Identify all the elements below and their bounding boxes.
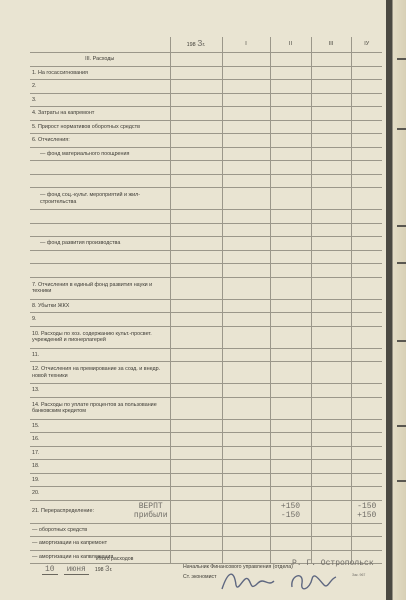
value-cell bbox=[351, 313, 382, 327]
value-cell bbox=[270, 53, 311, 67]
value-cell bbox=[222, 120, 270, 134]
expense-row bbox=[30, 397, 382, 419]
value-cell bbox=[170, 237, 222, 251]
expense-label bbox=[30, 250, 170, 264]
expense-label: 5. Прирост нормативов оборотных средств bbox=[30, 120, 170, 134]
value-cell bbox=[311, 93, 351, 107]
expense-row bbox=[30, 299, 382, 313]
value-cell bbox=[311, 299, 351, 313]
year-handwritten: 3 bbox=[197, 39, 203, 50]
value-cell bbox=[222, 277, 270, 299]
expense-label: 15. bbox=[30, 419, 170, 433]
economist-label: Ст. экономист bbox=[183, 574, 217, 580]
footer bbox=[30, 553, 382, 600]
value-cell bbox=[351, 446, 382, 460]
value-cell bbox=[170, 473, 222, 487]
value-cell bbox=[351, 223, 382, 237]
value-cell bbox=[222, 460, 270, 474]
value-cell bbox=[222, 223, 270, 237]
expense-row bbox=[30, 120, 382, 134]
value-cell bbox=[222, 419, 270, 433]
expense-label: 14. Расходы по уплате процентов за пользование банковским кредитом bbox=[30, 397, 170, 419]
date-day: 10 bbox=[42, 565, 58, 575]
value-cell bbox=[311, 473, 351, 487]
value-cell bbox=[351, 433, 382, 447]
header-row bbox=[30, 37, 382, 53]
expense-row bbox=[30, 313, 382, 327]
sub-expense-label: — оборотных средств bbox=[30, 523, 170, 537]
expense-row bbox=[30, 107, 382, 121]
value-cell bbox=[222, 446, 270, 460]
value-cell bbox=[222, 397, 270, 419]
value-cell bbox=[311, 66, 351, 80]
value-cell bbox=[270, 473, 311, 487]
value-cell bbox=[222, 348, 270, 362]
expense-row bbox=[30, 460, 382, 474]
value-cell bbox=[170, 80, 222, 94]
expense-row bbox=[30, 473, 382, 487]
value-cell bbox=[311, 348, 351, 362]
quarter-2-header: II bbox=[270, 37, 311, 53]
value-cell bbox=[170, 264, 222, 278]
chief-signature bbox=[286, 567, 341, 597]
expense-label: 6. Отчисления: bbox=[30, 134, 170, 148]
value-cell bbox=[311, 237, 351, 251]
value-cell bbox=[222, 523, 270, 537]
value-cell bbox=[351, 537, 382, 551]
value-cell bbox=[351, 66, 382, 80]
value-cell bbox=[170, 326, 222, 348]
value-cell bbox=[222, 188, 270, 210]
value-cell bbox=[351, 237, 382, 251]
value-cell bbox=[311, 523, 351, 537]
value-cell bbox=[351, 250, 382, 264]
value-cell bbox=[351, 188, 382, 210]
expense-row bbox=[30, 384, 382, 398]
value-cell bbox=[311, 362, 351, 384]
value-cell bbox=[222, 250, 270, 264]
value-cell bbox=[270, 66, 311, 80]
value-cell bbox=[270, 487, 311, 501]
value-cell bbox=[222, 174, 270, 188]
value-cell bbox=[222, 66, 270, 80]
value-cell bbox=[351, 362, 382, 384]
value-cell bbox=[222, 313, 270, 327]
expense-label: 19. bbox=[30, 473, 170, 487]
q2-value-minus: -150 bbox=[280, 510, 301, 520]
expense-label bbox=[30, 161, 170, 175]
value-cell bbox=[311, 223, 351, 237]
value-cell bbox=[170, 107, 222, 121]
value-cell bbox=[311, 134, 351, 148]
redistribution-label-cell bbox=[30, 500, 170, 523]
value-cell bbox=[222, 362, 270, 384]
expense-row bbox=[30, 223, 382, 237]
q4-value-plus: +150 bbox=[357, 510, 377, 520]
value-cell bbox=[170, 362, 222, 384]
value-cell bbox=[270, 446, 311, 460]
date-year-prefix: 198 bbox=[94, 567, 104, 573]
sub-expense-row bbox=[30, 537, 382, 551]
value-cell bbox=[351, 397, 382, 419]
value-cell bbox=[170, 446, 222, 460]
rows-body bbox=[30, 53, 382, 501]
expense-label: 11. bbox=[30, 348, 170, 362]
value-cell bbox=[311, 210, 351, 224]
value-cell bbox=[222, 384, 270, 398]
value-cell bbox=[170, 120, 222, 134]
expense-label bbox=[30, 264, 170, 278]
expense-row bbox=[30, 147, 382, 161]
economist-signature bbox=[218, 565, 278, 595]
value-cell bbox=[270, 460, 311, 474]
expense-label: 1. На госассигнования bbox=[30, 66, 170, 80]
neighbor-page-edge bbox=[386, 0, 406, 600]
value-cell bbox=[311, 487, 351, 501]
value-cell bbox=[311, 161, 351, 175]
value-cell bbox=[222, 473, 270, 487]
date-year-hand: 3 bbox=[104, 565, 110, 574]
value-cell bbox=[311, 446, 351, 460]
value-cell bbox=[170, 433, 222, 447]
expense-label: 4. Затраты на капремонт bbox=[30, 107, 170, 121]
redistribution-row bbox=[30, 500, 382, 523]
value-cell bbox=[222, 433, 270, 447]
value-cell bbox=[270, 120, 311, 134]
value-cell bbox=[170, 174, 222, 188]
expense-row bbox=[30, 66, 382, 80]
year-suffix: г. bbox=[202, 42, 206, 49]
value-cell bbox=[170, 348, 222, 362]
quarter-1-header: I bbox=[222, 37, 270, 53]
value-cell bbox=[351, 384, 382, 398]
expense-label: 13. bbox=[30, 384, 170, 398]
hand-word-1: ВЕРПТ bbox=[138, 501, 163, 511]
expense-label: 18. bbox=[30, 460, 170, 474]
quarter-3-header: III bbox=[311, 37, 351, 53]
value-cell bbox=[170, 210, 222, 224]
expense-label: 12. Отчисления на премирование за созд. и внедр. новой техники bbox=[30, 362, 170, 384]
value-cell bbox=[270, 277, 311, 299]
value-cell bbox=[170, 313, 222, 327]
value-cell bbox=[170, 277, 222, 299]
expense-label: 3. bbox=[30, 93, 170, 107]
value-cell bbox=[270, 107, 311, 121]
value-cell bbox=[270, 210, 311, 224]
value-cell bbox=[311, 277, 351, 299]
value-cell bbox=[311, 537, 351, 551]
value-cell bbox=[351, 107, 382, 121]
value-cell bbox=[170, 384, 222, 398]
value-cell bbox=[270, 537, 311, 551]
value-cell bbox=[270, 250, 311, 264]
q4-cell bbox=[351, 500, 382, 523]
value-cell bbox=[351, 93, 382, 107]
value-cell bbox=[270, 134, 311, 148]
year-cell bbox=[170, 500, 222, 523]
value-cell bbox=[270, 433, 311, 447]
expense-label bbox=[30, 174, 170, 188]
expense-label: — фонд развития производства bbox=[30, 237, 170, 251]
value-cell bbox=[222, 134, 270, 148]
expense-row bbox=[30, 348, 382, 362]
expense-label: — фонд соц.-культ. мероприятий и жил-строительства bbox=[30, 188, 170, 210]
value-cell bbox=[270, 384, 311, 398]
print-order-number: Зак. 967 bbox=[352, 573, 366, 577]
value-cell bbox=[311, 53, 351, 67]
value-cell bbox=[270, 174, 311, 188]
expense-row bbox=[30, 174, 382, 188]
value-cell bbox=[351, 299, 382, 313]
value-cell bbox=[270, 188, 311, 210]
value-cell bbox=[270, 348, 311, 362]
q4-value-minus: -150 bbox=[357, 501, 377, 511]
value-cell bbox=[351, 174, 382, 188]
value-cell bbox=[311, 174, 351, 188]
year-header bbox=[170, 37, 222, 53]
value-cell bbox=[351, 460, 382, 474]
chief-name-stamp: Р. Г. Остропольск bbox=[292, 559, 374, 568]
value-cell bbox=[170, 523, 222, 537]
expense-row bbox=[30, 250, 382, 264]
expense-row bbox=[30, 53, 382, 67]
value-cell bbox=[311, 120, 351, 134]
value-cell bbox=[170, 397, 222, 419]
value-cell bbox=[270, 264, 311, 278]
value-cell bbox=[222, 326, 270, 348]
value-cell bbox=[170, 223, 222, 237]
expense-row bbox=[30, 237, 382, 251]
expense-row bbox=[30, 487, 382, 501]
value-cell bbox=[351, 120, 382, 134]
sub-expense-label: — амортизации на капремонт bbox=[30, 537, 170, 551]
expense-label: 9. bbox=[30, 313, 170, 327]
value-cell bbox=[270, 161, 311, 175]
value-cell bbox=[311, 433, 351, 447]
value-cell bbox=[222, 80, 270, 94]
value-cell bbox=[170, 487, 222, 501]
value-cell bbox=[222, 299, 270, 313]
value-cell bbox=[351, 134, 382, 148]
expense-row bbox=[30, 161, 382, 175]
value-cell bbox=[351, 523, 382, 537]
value-cell bbox=[351, 264, 382, 278]
expense-label: 7. Отчисления в единый фонд развития науки и техники bbox=[30, 277, 170, 299]
expense-label bbox=[30, 210, 170, 224]
value-cell bbox=[351, 326, 382, 348]
value-cell bbox=[222, 537, 270, 551]
expenses-table bbox=[30, 37, 382, 564]
expense-label: 8. Убытки ЖКХ bbox=[30, 299, 170, 313]
expense-label bbox=[30, 223, 170, 237]
value-cell bbox=[351, 277, 382, 299]
value-cell bbox=[222, 53, 270, 67]
sub-expense-label: — амортизации на капвложения bbox=[30, 550, 170, 564]
expense-row bbox=[30, 188, 382, 210]
value-cell bbox=[170, 53, 222, 67]
value-cell bbox=[351, 147, 382, 161]
value-cell bbox=[222, 107, 270, 121]
expense-row bbox=[30, 446, 382, 460]
expense-row bbox=[30, 419, 382, 433]
value-cell bbox=[311, 384, 351, 398]
value-cell bbox=[270, 147, 311, 161]
value-cell bbox=[311, 419, 351, 433]
header-label-cell bbox=[30, 37, 170, 53]
value-cell bbox=[170, 147, 222, 161]
value-cell bbox=[351, 348, 382, 362]
expense-row bbox=[30, 80, 382, 94]
value-cell bbox=[270, 523, 311, 537]
value-cell bbox=[222, 237, 270, 251]
chief-label: Начальник Финансового управления (отдела) bbox=[183, 564, 293, 570]
expense-row bbox=[30, 93, 382, 107]
value-cell bbox=[270, 326, 311, 348]
value-cell bbox=[311, 250, 351, 264]
value-cell bbox=[311, 313, 351, 327]
value-cell bbox=[270, 419, 311, 433]
expense-label: — фонд материального поощрения bbox=[30, 147, 170, 161]
date-year bbox=[95, 565, 113, 574]
expense-row bbox=[30, 433, 382, 447]
value-cell bbox=[351, 161, 382, 175]
value-cell bbox=[170, 188, 222, 210]
value-cell bbox=[270, 362, 311, 384]
value-cell bbox=[351, 210, 382, 224]
expense-label: 16. bbox=[30, 433, 170, 447]
value-cell bbox=[170, 419, 222, 433]
value-cell bbox=[222, 264, 270, 278]
year-prefix: 198 bbox=[186, 42, 196, 49]
value-cell bbox=[170, 537, 222, 551]
value-cell bbox=[170, 134, 222, 148]
value-cell bbox=[351, 53, 382, 67]
expense-row bbox=[30, 326, 382, 348]
expense-row bbox=[30, 134, 382, 148]
expense-label: 17. bbox=[30, 446, 170, 460]
quarter-4-header: IУ bbox=[351, 37, 382, 53]
date-month: июня bbox=[64, 565, 89, 575]
value-cell bbox=[351, 487, 382, 501]
value-cell bbox=[311, 80, 351, 94]
expense-label: 2. bbox=[30, 80, 170, 94]
value-cell bbox=[170, 66, 222, 80]
expense-row bbox=[30, 264, 382, 278]
redistribution-body bbox=[30, 500, 382, 523]
value-cell bbox=[270, 80, 311, 94]
q1-cell bbox=[222, 500, 270, 523]
value-cell bbox=[311, 397, 351, 419]
value-cell bbox=[270, 299, 311, 313]
expense-label: III. Расходы bbox=[30, 53, 170, 67]
value-cell bbox=[270, 313, 311, 327]
value-cell bbox=[222, 147, 270, 161]
hand-word-2: прибыли bbox=[133, 510, 168, 520]
expense-row bbox=[30, 362, 382, 384]
value-cell bbox=[170, 161, 222, 175]
value-cell bbox=[170, 299, 222, 313]
value-cell bbox=[270, 223, 311, 237]
date-line bbox=[42, 565, 112, 575]
redistribution-label: 21. Перераспределение: bbox=[32, 508, 94, 515]
value-cell bbox=[170, 93, 222, 107]
q2-value-plus: +150 bbox=[280, 501, 301, 511]
value-cell bbox=[270, 397, 311, 419]
value-cell bbox=[170, 250, 222, 264]
sub-expense-row bbox=[30, 523, 382, 537]
value-cell bbox=[351, 473, 382, 487]
value-cell bbox=[311, 326, 351, 348]
expense-label: 10. Расходы по хоз. содержанию культ.-просвет. учреждений и пионерлагерей bbox=[30, 326, 170, 348]
value-cell bbox=[311, 460, 351, 474]
value-cell bbox=[222, 93, 270, 107]
value-cell bbox=[351, 80, 382, 94]
date-year-suffix: г. bbox=[109, 567, 113, 573]
q3-cell bbox=[311, 500, 351, 523]
value-cell bbox=[351, 419, 382, 433]
value-cell bbox=[222, 210, 270, 224]
value-cell bbox=[222, 161, 270, 175]
value-cell bbox=[311, 107, 351, 121]
value-cell bbox=[270, 93, 311, 107]
expense-label: 20. bbox=[30, 487, 170, 501]
value-cell bbox=[311, 188, 351, 210]
expense-row bbox=[30, 277, 382, 299]
value-cell bbox=[270, 237, 311, 251]
itogo-label: Итого расходов bbox=[96, 556, 134, 562]
value-cell bbox=[222, 487, 270, 501]
value-cell bbox=[311, 147, 351, 161]
value-cell bbox=[170, 460, 222, 474]
expense-row bbox=[30, 210, 382, 224]
q2-cell bbox=[270, 500, 311, 523]
value-cell bbox=[311, 264, 351, 278]
redistribution-handwritten bbox=[134, 503, 168, 521]
